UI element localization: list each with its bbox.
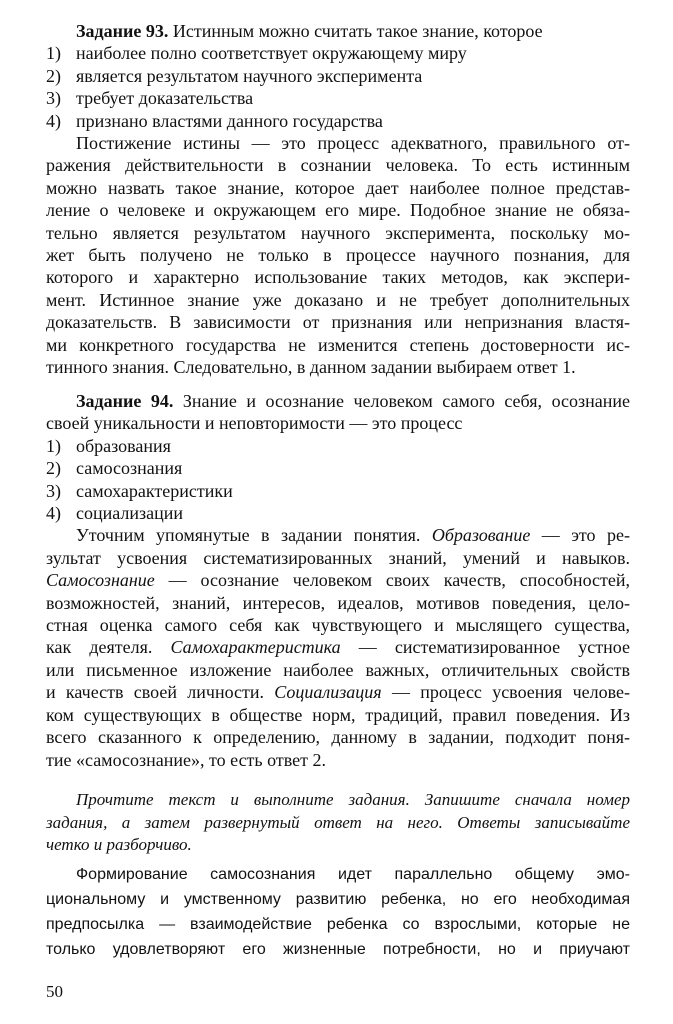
text-segment: жет быть получено не только в процессе научного познания, для xyxy=(46,245,630,266)
text-line xyxy=(46,834,630,857)
italic-term: задания, а затем развернутый ответ на него. Ответы записывайте xyxy=(46,812,630,832)
text-segment: возможностей, знаний, интересов, идеалов, мотивов поведения, цело- xyxy=(46,592,630,613)
task-94 xyxy=(46,390,630,771)
text-line xyxy=(46,862,630,887)
answer-option xyxy=(46,480,630,502)
text-line xyxy=(46,547,630,569)
text-line xyxy=(46,244,630,266)
text-line xyxy=(46,726,630,748)
text-line xyxy=(46,199,630,221)
italic-term: Прочтите текст и выполните задания. Запишите сначала номер xyxy=(76,790,630,809)
text-line xyxy=(46,659,630,681)
text-segment: ком существующих в обществе норм, традиций, правил поведения. Из xyxy=(46,704,630,725)
text-line xyxy=(46,524,630,546)
option-text: признано властями данного государства xyxy=(76,110,383,131)
text-segment: всего сказанного к определению, данному в задании, подходит поня- xyxy=(46,727,630,748)
text-segment: Уточним упомянутые в задании понятия. xyxy=(76,525,432,546)
text-line xyxy=(46,311,630,333)
option-number: 2) xyxy=(46,458,61,479)
text-segment: — процесс усвоения челове- xyxy=(381,682,630,703)
text-line xyxy=(46,154,630,176)
option-text: социализации xyxy=(76,503,184,524)
answer-option xyxy=(46,42,630,64)
answer-options xyxy=(46,42,630,132)
text-segment: ми конкретного государства не изменится степень достоверности ис- xyxy=(46,334,630,355)
answer-option xyxy=(46,65,630,87)
text-segment: тинного знания. Следовательно, в данном задании выбираем ответ 1. xyxy=(46,357,576,378)
text-line xyxy=(46,812,630,835)
text-segment: Формирование самосознания идет параллельно общему эмо- xyxy=(76,866,630,883)
task-heading xyxy=(46,20,630,42)
text-segment: — осознание человеком своих качеств, способностей, xyxy=(154,570,630,591)
italic-term: четко и разборчиво. xyxy=(46,835,192,855)
text-segment: которого и характерно использование таких методов, как экспери- xyxy=(46,267,630,288)
text-line xyxy=(46,592,630,614)
text-line xyxy=(46,569,630,591)
text-line xyxy=(46,887,630,912)
italic-term: Социализация xyxy=(274,682,382,703)
page-number: 50 xyxy=(46,982,63,1001)
text-segment: циональному и умственному развитию ребенка, но его необходимая xyxy=(46,891,630,908)
answer-option xyxy=(46,502,630,524)
text-line xyxy=(46,222,630,244)
answer-option xyxy=(46,110,630,132)
task-93 xyxy=(46,20,630,379)
task-label: Задание 94. xyxy=(76,391,174,411)
option-text: самосознания xyxy=(76,458,183,479)
option-number: 4) xyxy=(46,503,61,524)
text-line xyxy=(46,937,630,962)
text-segment: или письменное изложение наиболее важных, отличительных свойств xyxy=(46,659,630,680)
task-question: Истинным можно считать такое знание, которое xyxy=(168,21,543,41)
text-line xyxy=(46,789,630,812)
text-line xyxy=(46,749,630,771)
text-segment: зультат усвоения систематизированных знаний, умений и навыков. xyxy=(46,547,630,568)
instructions xyxy=(46,789,630,857)
text-line xyxy=(46,636,630,658)
answer-option xyxy=(46,457,630,479)
text-line xyxy=(46,704,630,726)
passage xyxy=(46,862,630,962)
text-segment: стная оценка самого себя как чувствующего и мыслящего существа, xyxy=(46,615,630,636)
task-label: Задание 93. xyxy=(76,21,169,41)
answer-option xyxy=(46,435,630,457)
text-segment: — это ре- xyxy=(530,525,630,546)
answer-option xyxy=(46,87,630,109)
text-line xyxy=(46,614,630,636)
text-segment: только удовлетворяют его жизненные потребности, но и приучают xyxy=(46,941,630,958)
text-segment: ление о человеке и окружающем его мире. Подобное знание не обяза- xyxy=(46,200,630,221)
text-segment: — систематизированное устное xyxy=(340,637,630,658)
option-text: требует доказательства xyxy=(76,88,254,109)
text-segment: тие «самосознание», то есть ответ 2. xyxy=(46,749,327,770)
option-text: образования xyxy=(76,435,171,456)
text-segment: тельно является результатом научного эксперимента, поскольку мо- xyxy=(46,222,630,243)
option-number: 4) xyxy=(46,110,61,131)
option-number: 1) xyxy=(46,435,61,456)
text-segment: ражения действительности в сознании человека. То есть истинным xyxy=(46,155,630,176)
option-text: самохарактеристики xyxy=(76,480,233,501)
explanation xyxy=(46,132,630,378)
option-text: является результатом научного эксперимента xyxy=(76,65,423,86)
option-number: 3) xyxy=(46,480,61,501)
text-line xyxy=(46,132,630,154)
explanation xyxy=(46,524,630,770)
option-number: 1) xyxy=(46,43,61,64)
italic-term: Самосознание xyxy=(46,570,155,591)
text-segment: Постижение истины — это процесс адекватного, правильного от- xyxy=(76,133,630,154)
option-number: 2) xyxy=(46,65,61,86)
text-line xyxy=(46,334,630,356)
task-question-cont: своей уникальности и неповторимости — это процесс xyxy=(46,413,463,434)
option-text: наиболее полно соответствует окружающему миру xyxy=(76,43,467,64)
text-segment: как деятеля. xyxy=(46,637,171,658)
option-number: 3) xyxy=(46,88,61,109)
text-line xyxy=(46,177,630,199)
task-question: Знание и осознание человеком самого себя, осознание xyxy=(173,391,630,411)
text-line xyxy=(46,266,630,288)
text-segment: можно назвать такое знание, которое дает наиболее полное представ- xyxy=(46,177,630,198)
text-line xyxy=(46,289,630,311)
text-line xyxy=(46,681,630,703)
task-heading xyxy=(46,390,630,412)
answer-options xyxy=(46,435,630,525)
text-line xyxy=(46,356,630,378)
text-segment: доказательств. В зависимости от признания или непризнания властя- xyxy=(46,312,630,333)
italic-term: Самохарактеристика xyxy=(170,637,341,658)
text-segment: предпосылка — взаимодействие ребенка со взрослыми, которые не xyxy=(46,916,630,933)
text-line xyxy=(46,912,630,937)
italic-term: Образование xyxy=(431,525,531,546)
text-segment: и качеств своей личности. xyxy=(46,682,275,703)
text-segment: мент. Истинное знание уже доказано и не требует дополнительных xyxy=(46,289,630,310)
